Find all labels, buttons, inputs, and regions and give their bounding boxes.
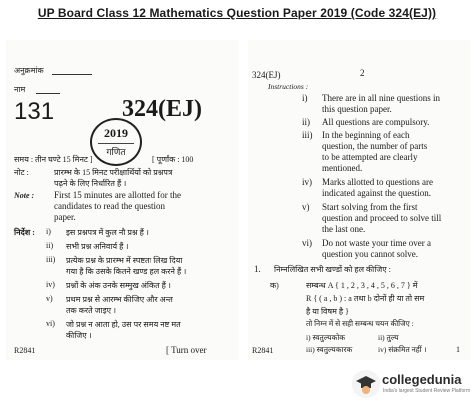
hindi-instruction-num: vi) — [46, 319, 55, 328]
name-label: नाम — [14, 85, 26, 94]
question-number: 1. — [254, 264, 261, 274]
note-hindi-line-1: प्रारम्भ के 15 मिनट परीक्षार्थियों को प्रश्नपत्र — [54, 168, 173, 177]
hindi-instruction-num: v) — [46, 294, 53, 303]
part-text-line-2: R { ( a , b ) : a तथा b दोनों ही या तो सम — [306, 294, 425, 303]
hindi-instruction-text: प्रत्येक प्रश्न के प्रारम्भ में स्पष्टतः लिख दिया — [66, 256, 183, 265]
instruction-text: Do not waste your time over a — [322, 238, 431, 248]
instruction-text: indicated against the question. — [322, 188, 431, 198]
time-allowed: समय : तीन घण्टे 15 मिनट ] — [14, 155, 93, 164]
instruction-text: There are in all nine questions in — [322, 93, 440, 103]
part-text-line-4: तो निम्न में से सही सम्बन्ध चयन कीजिए : — [306, 319, 414, 328]
hindi-instruction-text: प्रथम प्रश्न से आरम्भ कीजिए और अन्त — [66, 295, 173, 304]
note-hindi-line-2: पढ़ने के लिए निर्धारित हैं । — [54, 179, 127, 188]
note-hindi-label: नोट : — [14, 168, 29, 177]
subject-name: गणित — [98, 143, 134, 158]
paper-number: 131 — [14, 98, 55, 125]
hindi-instruction-num: i) — [46, 227, 51, 236]
page-code: 324(EJ) — [252, 70, 281, 80]
question-paper-page-2 — [248, 40, 470, 360]
option-2: ii) तुल्य — [378, 333, 399, 342]
part-text-line-3: है या विषम है } — [306, 307, 349, 316]
question-text: निम्नलिखित सभी खण्डों को हल कीजिए : — [274, 265, 391, 274]
instruction-text: question, the number of parts — [322, 141, 428, 151]
instruction-num: iii) — [302, 130, 313, 140]
option-4: iv) संक्रमित नहीं । — [378, 345, 427, 354]
hindi-instruction-num: iv) — [46, 280, 55, 289]
instruction-text: mentioned. — [322, 163, 363, 173]
hindi-instruction-num: iii) — [46, 255, 56, 264]
hindi-instruction-text: कीजिए । — [66, 331, 92, 340]
note-english-label: Note : — [14, 191, 35, 200]
roll-number-label: अनुक्रमांक — [14, 66, 44, 75]
instruction-text: this question paper. — [322, 104, 392, 114]
instruction-num: v) — [302, 202, 310, 212]
brand-name: collegedunia — [382, 372, 462, 387]
instruction-text: the last one. — [322, 224, 366, 234]
exam-year: 2019 — [104, 126, 128, 140]
collegedunia-watermark — [352, 368, 470, 402]
instruction-num: ii) — [302, 117, 310, 127]
brand-tagline: India's largest Student Review Platform — [383, 388, 471, 394]
option-3: iii) स्वतुल्यकारक — [306, 345, 353, 354]
option-1: i) स्वतुल्यकोक — [306, 333, 346, 342]
hindi-instruction-text: गया है कि उसके कितने खण्ड हल करने हैं । — [66, 267, 187, 276]
instruction-text: question you cannot solve. — [322, 249, 418, 259]
document-title: UP Board Class 12 Mathematics Question Paper 2019 (Code 324(EJ)) — [37, 6, 437, 20]
name-line — [36, 93, 60, 94]
hindi-instruction-text: तक करते जाइए । — [66, 306, 117, 315]
turn-over-note: [ Turn over — [166, 345, 207, 355]
hindi-instruction-text: सभी प्रश्न अनिवार्य हैं । — [66, 242, 129, 251]
roll-number-line — [52, 74, 92, 75]
option-marks: 1 — [456, 345, 460, 354]
instruction-num: vi) — [302, 238, 312, 248]
page-footer-code: R2841 — [14, 346, 36, 355]
hindi-instruction-text: जो प्रश्न न आता हो, उस पर समय नष्ट मत — [66, 320, 181, 329]
instruction-num: i) — [302, 93, 308, 103]
instruction-num: iv) — [302, 177, 312, 187]
max-marks: [ पूर्णांक : 100 — [152, 155, 194, 164]
instruction-text: All questions are compulsory. — [322, 117, 430, 127]
instruction-text: question and proceed to solve till — [322, 213, 442, 223]
note-english-line-1: First 15 minutes are allotted for the — [54, 190, 181, 200]
part-label: क) — [270, 281, 279, 290]
year-subject-stamp — [90, 118, 142, 166]
question-paper-page-1 — [6, 40, 238, 360]
instructions-hindi-label: निर्देश : — [14, 228, 35, 237]
instruction-text: Marks allotted to questions are — [322, 177, 433, 187]
note-english-line-3: paper. — [54, 212, 76, 222]
hindi-instruction-text: इस प्रश्नपत्र में कुल नौ प्रश्न हैं । — [66, 228, 149, 237]
page-number: 2 — [360, 68, 365, 78]
note-english-line-2: candidates to read the question — [54, 201, 165, 211]
hindi-instruction-text: प्रश्नों के अंक उनके सम्मुख अंकित हैं । — [66, 281, 171, 290]
instructions-label: Instructions : — [268, 82, 309, 91]
page-footer-code: R2841 — [252, 346, 274, 355]
part-text-line-1: सम्बन्ध A { 1 , 2 , 3 , 4 , 5 , 6 , 7 } में — [306, 281, 418, 290]
instruction-text: In the beginning of each — [322, 130, 410, 140]
hindi-instruction-num: ii) — [46, 241, 54, 250]
instruction-text: Start solving from the first — [322, 202, 418, 212]
instruction-text: to be attempted are clearly — [322, 152, 418, 162]
paper-code: 324(EJ) — [122, 96, 202, 122]
graduate-cap-icon — [352, 370, 380, 398]
